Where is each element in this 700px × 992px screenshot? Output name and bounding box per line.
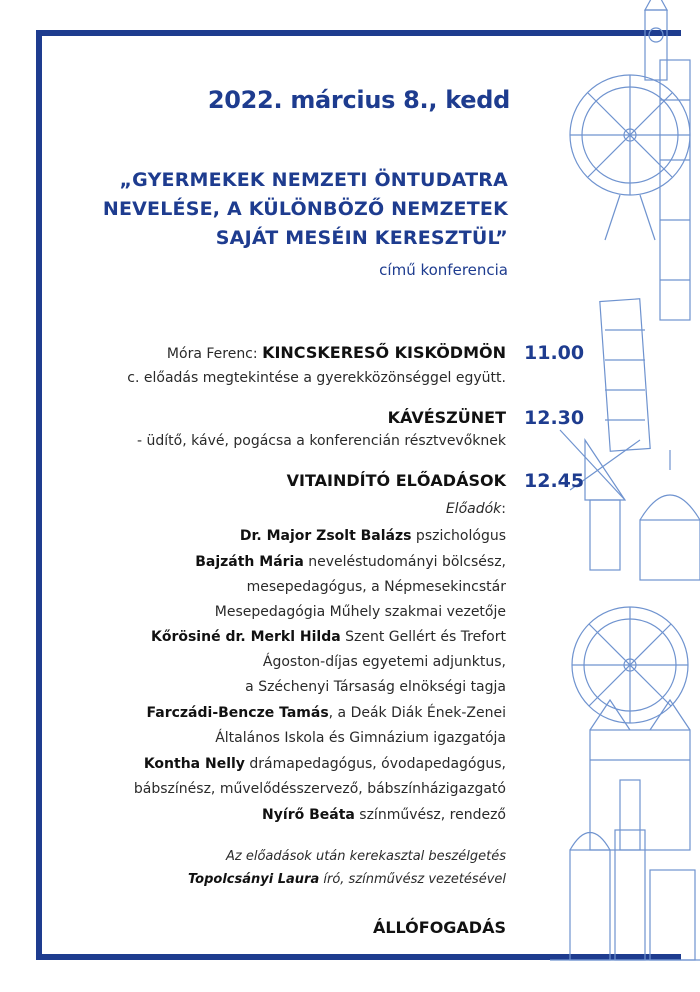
windmill-icon bbox=[560, 430, 640, 570]
ferris-wheel-icon-2 bbox=[572, 607, 688, 723]
roundtable-note: Az előadások után kerekasztal beszélgetés bbox=[225, 849, 506, 864]
time-item-1: 11.00 bbox=[524, 342, 585, 364]
speaker-3: Kőrösiné dr. Merkl Hilda Szent Gellért és Trefort bbox=[150, 629, 506, 645]
speaker-2-line2: mesepedagógus, a Népmesekincstár bbox=[246, 579, 506, 595]
lectures-title: VITAINDÍTÓ ELŐADÁSOK bbox=[286, 471, 506, 490]
event-date: 2022. március 8., kedd bbox=[207, 86, 510, 114]
speaker-1: Dr. Major Zsolt Balázs pszichológus bbox=[239, 528, 506, 544]
time-item-2: 12.30 bbox=[524, 407, 585, 429]
dome-icon bbox=[640, 450, 700, 580]
program-item-1-title bbox=[60, 343, 506, 362]
conference-title bbox=[100, 166, 508, 253]
speaker-2-line3: Mesepedagógia Műhely szakmai vezetője bbox=[214, 604, 506, 620]
big-ben-icon bbox=[645, 0, 667, 80]
title-line: NEVELÉSE, A KÜLÖNBÖZŐ NEMZETEK bbox=[102, 198, 508, 220]
speakers-label: Előadók: bbox=[445, 501, 506, 517]
speaker-3-line2: Ágoston-díjas egyetemi adjunktus, bbox=[262, 654, 506, 670]
reception: ÁLLÓFOGADÁS bbox=[372, 918, 506, 937]
speaker-4: Farczádi-Bencze Tamás, a Deák Diák Ének-Zenei bbox=[146, 705, 506, 721]
title-line: SAJÁT MESÉIN KERESZTÜL” bbox=[215, 227, 508, 249]
speaker-2: Bajzáth Mária neveléstudományi bölcsész, bbox=[195, 554, 506, 570]
tower-icon bbox=[660, 60, 690, 320]
time-item-3: 12.45 bbox=[524, 470, 585, 492]
speaker-5: Kontha Nelly drámapedagógus, óvodapedagógus, bbox=[143, 756, 506, 772]
coffee-break-title: KÁVÉSZÜNET bbox=[387, 408, 506, 427]
coffee-break-desc: - üdítő, kávé, pogácsa a konferencián résztvevőknek bbox=[137, 433, 506, 449]
author-prefix: Móra Ferenc: bbox=[166, 346, 263, 362]
conference-subtitle: című konferencia bbox=[379, 261, 508, 279]
play-title: KINCSKERESŐ KISKÖDMÖN bbox=[262, 343, 506, 362]
speaker-5-line2: bábszínész, művelődésszervező, bábszínházigazgató bbox=[133, 781, 506, 797]
speaker-6: Nyírő Beáta színművész, rendező bbox=[262, 807, 506, 823]
speaker-3-line3: a Széchenyi Társaság elnökségi tagja bbox=[245, 679, 506, 695]
landmarks-decoration bbox=[550, 0, 700, 992]
leaning-tower-icon bbox=[600, 299, 650, 451]
roundtable-host: Topolcsányi Laura író, színművész vezetésével bbox=[187, 872, 506, 887]
program-item-1-desc: c. előadás megtekintése a gyerekközönséggel együtt. bbox=[127, 370, 506, 386]
title-line: „GYERMEKEK NEMZETI ÖNTUDATRA bbox=[119, 169, 508, 191]
speaker-4-line2: Általános Iskola és Gimnázium igazgatója bbox=[215, 730, 506, 746]
